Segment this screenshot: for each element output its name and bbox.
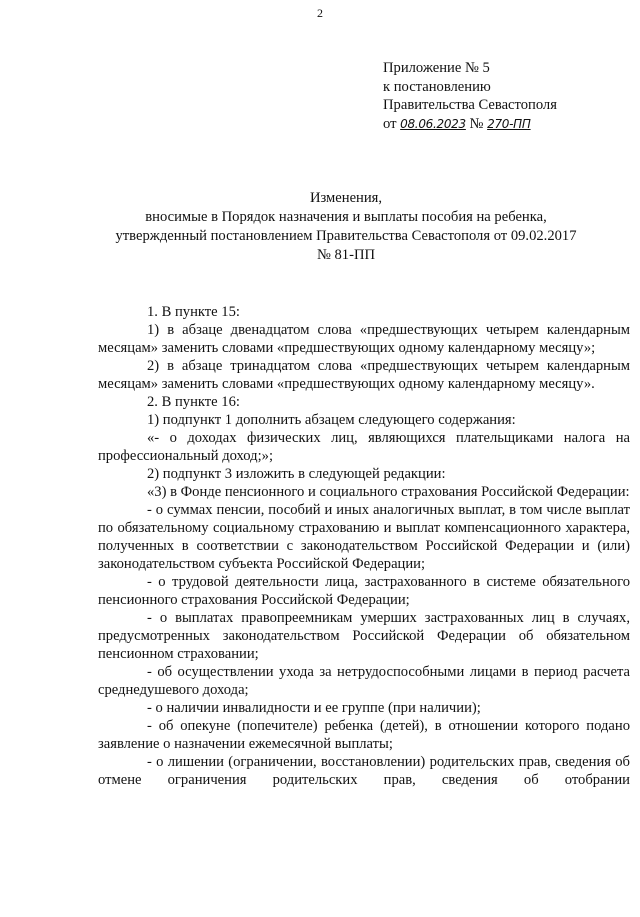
- appendix-line-3: Правительства Севастополя: [383, 97, 557, 114]
- title-line-3: утвержденный постановлением Правительства Севастополя от 09.02.2017: [115, 228, 577, 244]
- paragraph: 2. В пункте 16:: [147, 394, 240, 410]
- paragraph: - о наличии инвалидности и ее группе (при наличии);: [147, 700, 481, 716]
- date-prefix: от: [383, 115, 397, 132]
- paragraph: «3) в Фонде пенсионного и социального страхования Российской Федерации:: [147, 484, 630, 500]
- title-line-2: вносимые в Порядок назначения и выплаты пособия на ребенка,: [145, 209, 547, 225]
- title-line-1: Изменения,: [309, 190, 383, 206]
- appendix-line-2: к постановлению: [383, 78, 491, 95]
- paragraph: - о лишении (ограничении, восстановлении) родительских прав, сведения об отмене ограничения родительских прав, сведения об отобрании: [98, 754, 630, 788]
- appendix-line-1: Приложение № 5: [383, 60, 490, 76]
- paragraph: - о выплатах правопреемникам умерших застрахованных лиц в случаях, предусмотренных законодательством Российской Федерации об обязательном пенсионном страховании;: [98, 610, 630, 662]
- document-title: [96, 189, 596, 265]
- paragraph: «- о доходах физических лиц, являющихся плательщиками налога на профессиональный доход;»;: [98, 430, 630, 464]
- paragraph: 2) в абзаце тринадцатом слова «предшествующих четырем календарным месяцам» заменить словами «предшествующих одному календарному месяцу».: [98, 358, 630, 392]
- title-line-4: № 81-ПП: [316, 247, 376, 263]
- number-prefix: №: [469, 115, 484, 132]
- handwritten-date: 08.06.2023: [400, 116, 466, 131]
- paragraph: - о трудовой деятельности лица, застрахованного в системе обязательного пенсионного страхования Российской Федерации;: [98, 574, 630, 608]
- paragraph: - о суммах пенсии, пособий и иных аналогичных выплат, в том числе выплат по обязательному социальному страхованию и выплат компенсационного характера, полученных в соответствии с законодательством Российской Федерации и (или) законодательством субъекта Российской Федерации;: [98, 502, 630, 572]
- page-number: 2: [317, 6, 323, 20]
- paragraph: - об осуществлении ухода за нетрудоспособными лицами в период расчета среднедушевого дохода;: [98, 664, 630, 698]
- appendix-block: [383, 59, 557, 133]
- document-body: [98, 303, 630, 807]
- paragraph: - об опекуне (попечителе) ребенка (детей), в отношении которого подано заявление о назначении ежемесячной выплаты;: [98, 718, 630, 752]
- paragraph: 1. В пункте 15:: [147, 304, 240, 320]
- appendix-date-line: [383, 115, 557, 134]
- paragraph: 1) подпункт 1 дополнить абзацем следующего содержания:: [147, 412, 516, 428]
- handwritten-number: 270-ПП: [487, 116, 531, 131]
- paragraph: 2) подпункт 3 изложить в следующей редакции:: [147, 466, 446, 482]
- paragraph: 1) в абзаце двенадцатом слова «предшествующих четырем календарным месяцам» заменить словами «предшествующих одному календарному месяцу»;: [98, 322, 630, 356]
